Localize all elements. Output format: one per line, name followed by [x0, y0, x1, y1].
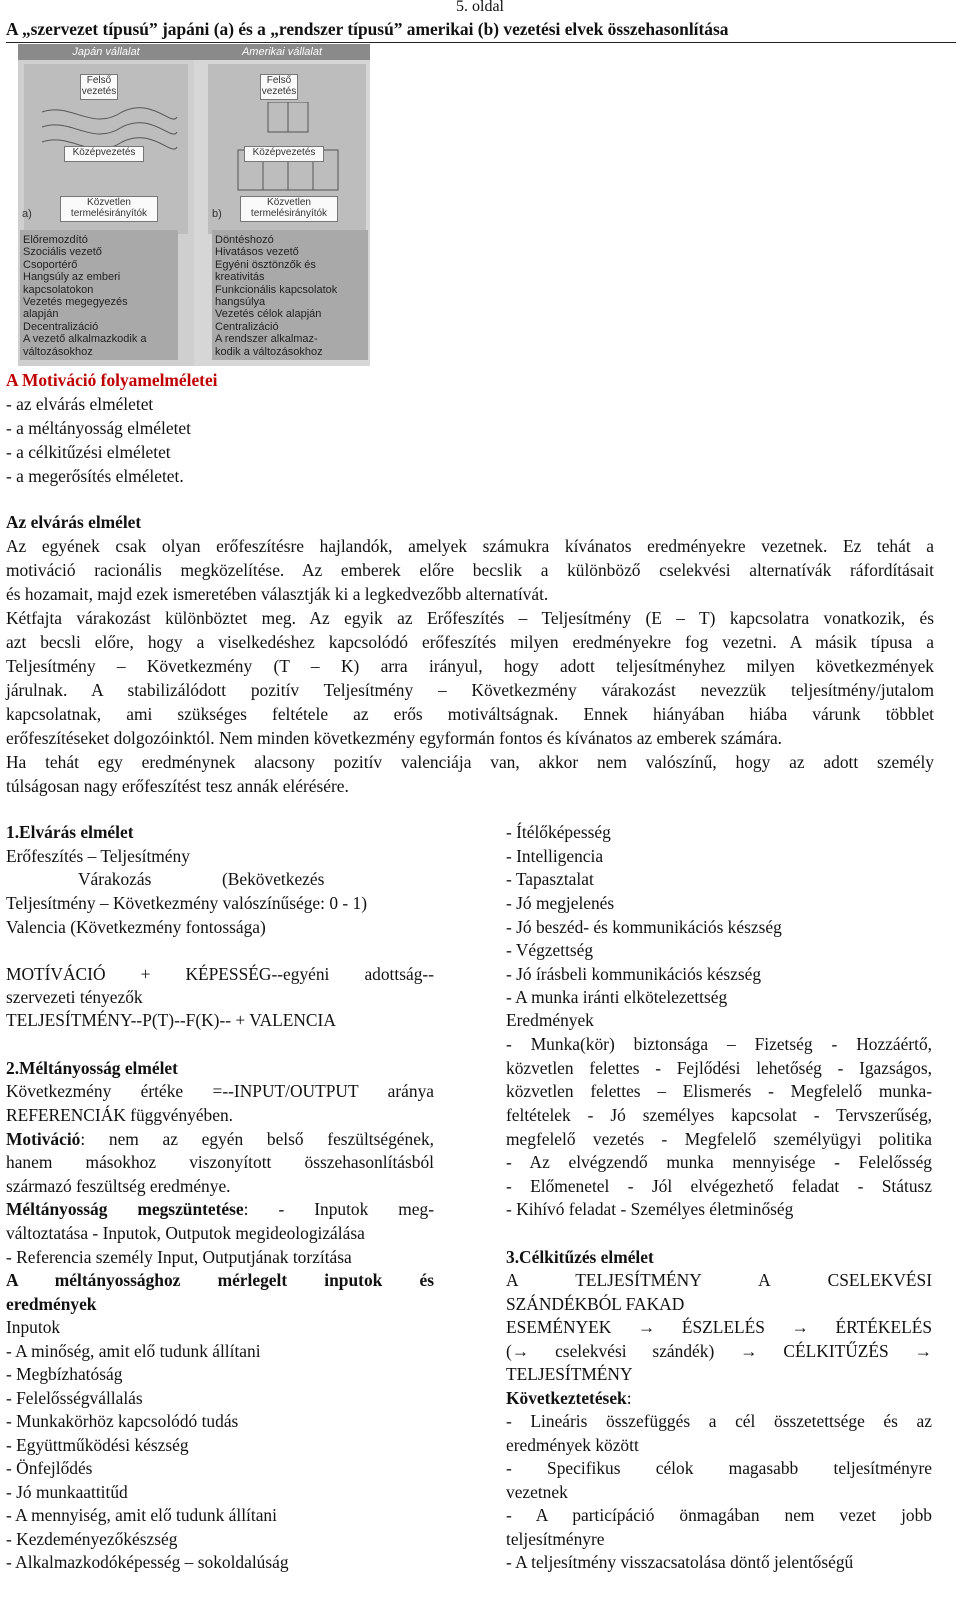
- right-text: - Lineáris összefüggés a cél összetettsége és az: [506, 1411, 932, 1431]
- list-item: - Intelligencia: [506, 846, 604, 866]
- list-item: - Jó munkaattitűd: [6, 1482, 128, 1502]
- motivation-item: - a méltányosság elméletet: [6, 418, 191, 438]
- list-item: Vezetés célok alapján: [215, 308, 322, 321]
- list-item: Előremozdító: [23, 234, 88, 246]
- list-item: Centralizáció: [215, 320, 279, 333]
- right-text: SZÁNDÉKBÓL FAKAD: [506, 1294, 685, 1314]
- section-heading-goal-setting: 3.Célkitűzés elmélet: [506, 1247, 654, 1267]
- motivation-item: - a célkitűzési elméletet: [6, 442, 171, 462]
- motivation-item: - a megerősítés elméletet.: [6, 466, 184, 486]
- japan-middle-management-box: Középvezetés: [64, 146, 144, 162]
- paragraph-line: Kétfajta várakozást különböztet meg. Az egyik az Erőfeszítés – Teljesítmény (E – T) kapcsolatra vonatkozik, és: [6, 608, 934, 628]
- list-item: Hangsúly az emberi: [23, 271, 121, 284]
- america-line-supervisors-box: Közvetlen termelésirányítók: [240, 196, 338, 222]
- left-text: TELJESÍTMÉNY--P(T)--F(K)-- + VALENCIA: [6, 1010, 336, 1030]
- list-item: Szociális vezető: [23, 246, 102, 259]
- right-text: - Specifikus célok magasabb teljesítményre: [506, 1458, 932, 1478]
- list-item: Döntéshozó: [215, 234, 274, 246]
- results-line: feltételek - Jó személyes kapcsolat - Tervszerűség,: [506, 1105, 932, 1125]
- list-item: Funkcionális kapcsolatok: [215, 283, 338, 296]
- list-item: - Alkalmazkodóképesség – sokoldalúság: [6, 1552, 289, 1572]
- comparison-figure: [18, 44, 370, 366]
- conclusions-heading: [506, 1386, 632, 1410]
- results-line: - Kihívó feladat - Személyes életminőség: [506, 1199, 794, 1219]
- list-item: alapján: [23, 308, 59, 321]
- list-item: A vezető alkalmazkodik a: [23, 333, 147, 346]
- list-item: - Tapasztalat: [506, 869, 594, 889]
- motivation-heading: A Motiváció folyamelméletei: [6, 370, 218, 390]
- right-text: (→ cselekvési szándék) → CÉLKITŰZÉS →: [506, 1341, 932, 1361]
- left-text: Erőfeszítés – Teljesítmény: [6, 846, 190, 866]
- list-item: - Együttműködési készség: [6, 1435, 189, 1455]
- list-item: - Kezdeményezőkészség: [6, 1529, 178, 1549]
- results-line: - Az elvégzendő munka mennyisége - Felelősség: [506, 1152, 932, 1172]
- left-text: eredmények: [6, 1294, 97, 1314]
- america-principles-list: [212, 230, 368, 360]
- list-item: - A minőség, amit elő tudunk állítani: [6, 1341, 261, 1361]
- left-text: [6, 1127, 434, 1151]
- paragraph-line: Teljesítmény – Következmény (T – K) arra irányul, hogy adott teljesítményhez milyen következmények: [6, 656, 934, 676]
- list-item: - A munka iránti elkötelezettség: [506, 987, 728, 1007]
- title-rule: [6, 42, 956, 43]
- right-text: A TELJESÍTMÉNY A CSELEKVÉSI: [506, 1270, 932, 1290]
- america-middle-management-box: Középvezetés: [244, 146, 324, 162]
- america-header: Amerikai vállalat: [194, 44, 370, 60]
- right-text: vezetnek: [506, 1482, 568, 1502]
- list-item: - Végzettség: [506, 940, 594, 960]
- right-text: eredmények között: [506, 1435, 639, 1455]
- list-item: - Jó beszéd- és kommunikációs készség: [506, 917, 782, 937]
- bold-term: Következtetések: [506, 1388, 627, 1408]
- motivation-item: - az elvárás elméletet: [6, 394, 154, 414]
- list-item: változásokhoz: [23, 345, 93, 358]
- list-item: - Önfejlődés: [6, 1458, 93, 1478]
- list-item: Egyéni ösztönzők és: [215, 258, 316, 271]
- japan-header: Japán vállalat: [18, 44, 194, 60]
- left-text: - Referencia személy Input, Outputjának torzítása: [6, 1247, 352, 1267]
- expectation-heading: Az elvárás elmélet: [6, 512, 142, 532]
- paragraph-line: azt becsli előre, hogy a viselkedéshez kapcsolódó erőfeszítés milyen eredményekre fog vezetni. A másik típusa a: [6, 632, 934, 652]
- label-a: a): [22, 208, 32, 220]
- results-line: megfelelő vezetés - Megfelelő személyügyi politika: [506, 1129, 932, 1149]
- inputs-heading: Inputok: [6, 1317, 61, 1337]
- results-line: közvetlen felettes - Fejlődési lehetőség - Igazságos,: [506, 1058, 932, 1078]
- results-line: - Munka(kör) biztonsága – Fizetség - Hozzáértő,: [506, 1034, 932, 1054]
- list-item: - Felelősségvállalás: [6, 1388, 143, 1408]
- paragraph-line: erőfeszítéseket dolgozóinktól. Nem minden következmény egyformán fontos és kívánatos az emberek számára.: [6, 728, 783, 748]
- list-item: Decentralizáció: [23, 320, 99, 333]
- left-text: A méltányossághoz mérlegelt inputok és: [6, 1270, 434, 1290]
- left-text: Valencia (Következmény fontossága): [6, 917, 266, 937]
- page-number: 5. oldal: [456, 0, 504, 15]
- results-line: - Előmenetel - Jól elvégezhető feladat - Státusz: [506, 1176, 932, 1196]
- left-text: változtatása - Inputok, Outputok megideologizálása: [6, 1223, 365, 1243]
- japan-line-supervisors-box: Közvetlen termelésirányítók: [60, 196, 158, 222]
- japan-org-diagram: [24, 64, 188, 234]
- label-b: b): [212, 208, 222, 220]
- right-text: teljesítményre: [506, 1529, 605, 1549]
- paragraph-line: motiváció racionális megközelítése. Az emberek előre becslik a különböző cselekvési alternatívák ráfordításait: [6, 560, 934, 580]
- list-item: - A mennyiség, amit elő tudunk állítani: [6, 1505, 277, 1525]
- section-heading-equity: 2.Méltányosság elmélet: [6, 1058, 178, 1078]
- left-text: : - Inputok meg-: [243, 1199, 435, 1219]
- paragraph-line: kapcsolatnak, ami szükséges feltétele az erős motiváltságnak. Ennek hiányában hiába várunk többlet: [6, 704, 934, 724]
- right-text: ESEMÉNYEK → ÉSZLELÉS → ÉRTÉKELÉS: [506, 1317, 932, 1337]
- america-top-management-box: Felső vezetés: [260, 74, 298, 100]
- results-line: közvetlen felettes – Elismerés - Megfelelő munka-: [506, 1081, 932, 1101]
- paragraph-line: és hozamait, majd ezek ismeretében választják ki a legkedvezőbb alternatívát.: [6, 584, 549, 604]
- list-item: kreativitás: [215, 271, 265, 284]
- paragraph-line: túlságosan nagy erőfeszítést tesz annák elérésére.: [6, 776, 349, 796]
- left-text: Teljesítmény – Következmény valószínűsége: 0 - 1): [6, 893, 367, 913]
- america-org-diagram: [208, 64, 366, 234]
- america-column: [194, 44, 370, 366]
- list-item: - Ítélőképesség: [506, 822, 611, 842]
- list-item: - Jó megjelenés: [506, 893, 615, 913]
- list-item: - Munkakörhöz kapcsolódó tudás: [6, 1411, 239, 1431]
- right-text: - A teljesítmény visszacsatolása döntő jelentőségű: [506, 1552, 854, 1572]
- japan-column: [18, 44, 194, 366]
- left-text: MOTÍVÁCIÓ + KÉPESSÉG--egyéni adottság--: [6, 964, 434, 984]
- left-text: Következmény értéke =--INPUT/OUTPUT aránya: [6, 1081, 434, 1101]
- left-text: : nem az egyén belső feszültségének,: [80, 1129, 434, 1149]
- paragraph-line: Ha tehát egy eredménynek alacsony pozitív valenciája van, akkor nem valószínű, hogy az adott személy: [6, 752, 934, 772]
- list-item: hangsúlya: [215, 296, 266, 309]
- list-item: - Jó írásbeli kommunikációs készség: [506, 964, 762, 984]
- list-item: Vezetés megegyezés: [23, 296, 128, 309]
- japan-top-management-box: Felső vezetés: [80, 74, 118, 100]
- list-item: Csoportérő: [23, 258, 78, 271]
- list-item: Hivatásos vezető: [215, 246, 299, 259]
- list-item: - Megbízhatóság: [6, 1364, 123, 1384]
- right-text: :: [626, 1388, 632, 1408]
- list-item: kapcsolatokon: [23, 283, 94, 296]
- left-text: szervezeti tényezők: [6, 987, 143, 1007]
- results-heading: Eredmények: [506, 1010, 594, 1030]
- left-text: [6, 1197, 434, 1221]
- right-text: - A particípáció önmagában nem vezet jobb: [506, 1505, 932, 1525]
- bold-term: Méltányosság megszüntetése: [6, 1199, 244, 1219]
- left-text: (Bekövetkezés: [222, 869, 325, 889]
- bold-term: Motiváció: [6, 1129, 81, 1149]
- list-item: kodik a változásokhoz: [215, 345, 323, 358]
- section-heading-expectation: 1.Elvárás elmélet: [6, 822, 134, 842]
- list-item: A rendszer alkalmaz-: [215, 333, 318, 346]
- paragraph-line: Az egyének csak olyan erőfeszítésre hajlandók, amelyek számukra kívánatos eredményekre vezetnek. Ez tehát a: [6, 536, 934, 556]
- page-title: A „szervezet típusú” japáni (a) és a „rendszer típusú” amerikai (b) vezetési elvek összehasonlítása: [6, 19, 729, 39]
- left-text: Várakozás: [78, 869, 152, 889]
- japan-principles-list: [20, 230, 178, 360]
- left-text: REFERENCIÁK függvényében.: [6, 1105, 234, 1125]
- right-text: TELJESÍTMÉNY: [506, 1364, 633, 1384]
- japan-network-lines: [32, 102, 182, 182]
- left-text: hanem másokhoz viszonyított összehasonlításból: [6, 1152, 434, 1172]
- paragraph-line: járulnak. A stabilizálódott pozitív Teljesítmény – Következmény várakozást nevezzük teljesítmény/jutalom: [6, 680, 934, 700]
- left-text: származó feszültség eredménye.: [6, 1176, 231, 1196]
